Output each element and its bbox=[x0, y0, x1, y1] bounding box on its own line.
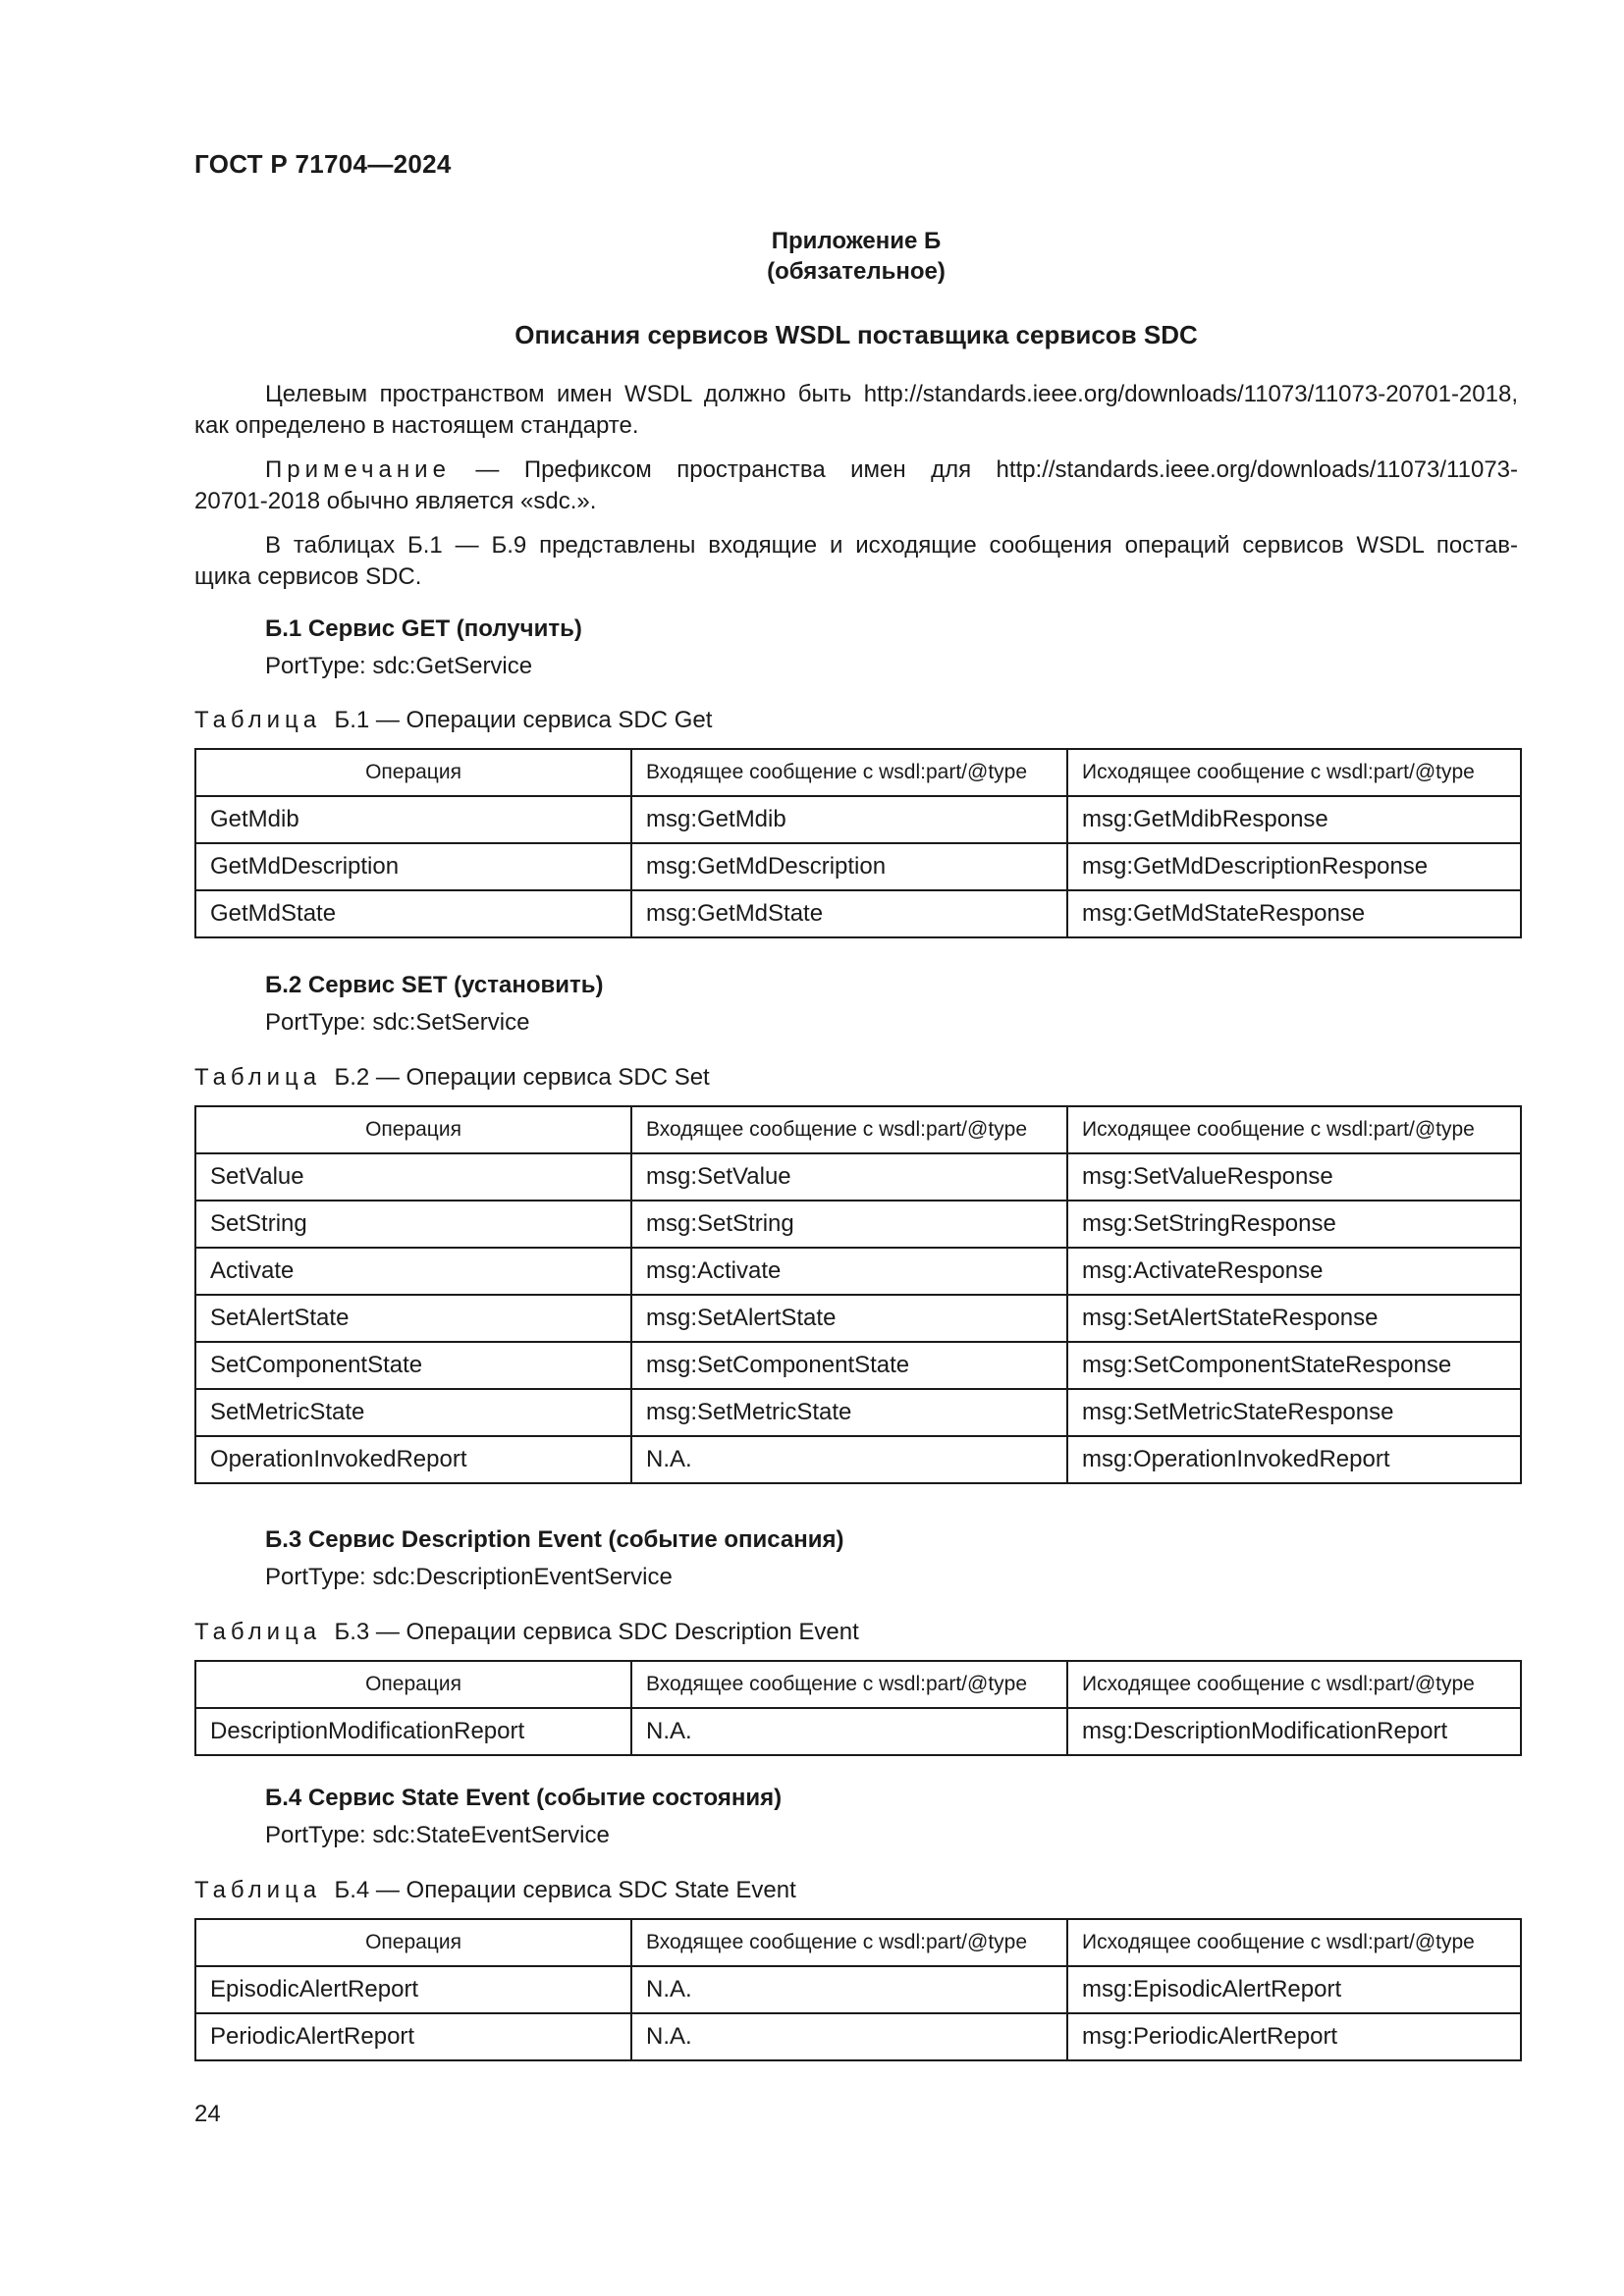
header-input: Входящее сообщение с wsdl:part/@type bbox=[631, 1661, 1067, 1708]
operation-cell: GetMdib bbox=[195, 796, 631, 843]
tables-intro-line-2: щика сервисов SDC. bbox=[194, 563, 422, 590]
input-message-cell: msg:Activate bbox=[631, 1248, 1067, 1295]
output-message-cell: msg:GetMdStateResponse bbox=[1067, 890, 1521, 937]
header-operation: Операция bbox=[195, 749, 631, 796]
table-row bbox=[195, 1966, 1521, 2013]
table-row bbox=[195, 796, 1521, 843]
note-paragraph bbox=[194, 454, 1518, 517]
output-message-cell: msg:ActivateResponse bbox=[1067, 1248, 1521, 1295]
output-message-cell: msg:GetMdibResponse bbox=[1067, 796, 1521, 843]
intro-line-1: Целевым пространством имен WSDL должно быть http://standards.ieee.org/downloads/11073/11073-20701-2018, bbox=[265, 381, 1518, 407]
porttype-line: PortType: sdc:SetService bbox=[265, 1009, 530, 1036]
section-heading: Б.3 Сервис Description Event (событие описания) bbox=[265, 1526, 844, 1553]
intro-line-2: как определено в настоящем стандарте. bbox=[194, 412, 639, 439]
table-row bbox=[195, 843, 1521, 890]
appendix-label: Приложение Б bbox=[771, 228, 942, 254]
operation-cell: GetMdDescription bbox=[195, 843, 631, 890]
header-output: Исходящее сообщение с wsdl:part/@type bbox=[1067, 1661, 1521, 1708]
intro-paragraph bbox=[194, 379, 1518, 442]
table-header-row bbox=[195, 1919, 1521, 1966]
operation-cell: EpisodicAlertReport bbox=[195, 1966, 631, 2013]
section-heading: Б.1 Сервис GET (получить) bbox=[265, 615, 582, 642]
output-message-cell: msg:SetMetricStateResponse bbox=[1067, 1389, 1521, 1436]
operation-cell: SetString bbox=[195, 1201, 631, 1248]
page-number: 24 bbox=[194, 2101, 221, 2127]
output-message-cell: msg:SetComponentStateResponse bbox=[1067, 1342, 1521, 1389]
table-caption-text: Б.4 — Операции сервиса SDC State Event bbox=[334, 1877, 796, 1903]
header-input: Входящее сообщение с wsdl:part/@type bbox=[631, 749, 1067, 796]
operation-cell: SetAlertState bbox=[195, 1295, 631, 1342]
input-message-cell: msg:SetAlertState bbox=[631, 1295, 1067, 1342]
standard-number: ГОСТ Р 71704—2024 bbox=[194, 149, 452, 179]
table-header-row bbox=[195, 1661, 1521, 1708]
table-row bbox=[195, 1201, 1521, 1248]
input-message-cell: msg:SetValue bbox=[631, 1153, 1067, 1201]
input-message-cell: msg:GetMdib bbox=[631, 796, 1067, 843]
operation-cell: PeriodicAlertReport bbox=[195, 2013, 631, 2060]
table-header-row bbox=[195, 1106, 1521, 1153]
output-message-cell: msg:EpisodicAlertReport bbox=[1067, 1966, 1521, 2013]
table-caption-text: Б.1 — Операции сервиса SDC Get bbox=[334, 707, 713, 733]
header-output: Исходящее сообщение с wsdl:part/@type bbox=[1067, 1919, 1521, 1966]
table-caption-text: Б.3 — Операции сервиса SDC Description Event bbox=[334, 1619, 859, 1645]
header-operation: Операция bbox=[195, 1661, 631, 1708]
note-line-1 bbox=[194, 454, 1518, 486]
table-caption-word: Таблица bbox=[194, 1877, 322, 1903]
operation-cell: SetComponentState bbox=[195, 1342, 631, 1389]
input-message-cell: msg:SetString bbox=[631, 1201, 1067, 1248]
input-message-cell: N.A. bbox=[631, 2013, 1067, 2060]
output-message-cell: msg:OperationInvokedReport bbox=[1067, 1436, 1521, 1483]
header-output: Исходящее сообщение с wsdl:part/@type bbox=[1067, 749, 1521, 796]
input-message-cell: msg:GetMdState bbox=[631, 890, 1067, 937]
table-row bbox=[195, 1436, 1521, 1483]
header-operation: Операция bbox=[195, 1106, 631, 1153]
table-row bbox=[195, 2013, 1521, 2060]
table-row bbox=[195, 890, 1521, 937]
output-message-cell: msg:PeriodicAlertReport bbox=[1067, 2013, 1521, 2060]
input-message-cell: msg:SetComponentState bbox=[631, 1342, 1067, 1389]
table-row bbox=[195, 1389, 1521, 1436]
porttype-line: PortType: sdc:GetService bbox=[265, 653, 533, 679]
operations-table-b3 bbox=[194, 1660, 1522, 1756]
operation-cell: SetMetricState bbox=[195, 1389, 631, 1436]
input-message-cell: N.A. bbox=[631, 1708, 1067, 1755]
header-input: Входящее сообщение с wsdl:part/@type bbox=[631, 1106, 1067, 1153]
porttype-line: PortType: sdc:StateEventService bbox=[265, 1822, 610, 1848]
output-message-cell: msg:SetStringResponse bbox=[1067, 1201, 1521, 1248]
operation-cell: Activate bbox=[195, 1248, 631, 1295]
table-caption-word: Таблица bbox=[194, 1064, 322, 1091]
header-operation: Операция bbox=[195, 1919, 631, 1966]
note-line-2: 20701-2018 обычно является «sdc.». bbox=[194, 488, 597, 514]
note-line-1-rest: — Префиксом пространства имен для http://standards.ieee.org/downloads/11073/11073- bbox=[475, 456, 1519, 483]
header-input: Входящее сообщение с wsdl:part/@type bbox=[631, 1919, 1067, 1966]
section-heading: Б.4 Сервис State Event (событие состояния) bbox=[265, 1785, 783, 1811]
table-row bbox=[195, 1708, 1521, 1755]
table-caption bbox=[194, 707, 712, 734]
operation-cell: DescriptionModificationReport bbox=[195, 1708, 631, 1755]
input-message-cell: N.A. bbox=[631, 1966, 1067, 2013]
table-header-row bbox=[195, 749, 1521, 796]
table-caption bbox=[194, 1619, 859, 1646]
table-caption bbox=[194, 1064, 710, 1092]
operations-table-b4 bbox=[194, 1918, 1522, 2061]
output-message-cell: msg:SetAlertStateResponse bbox=[1067, 1295, 1521, 1342]
input-message-cell: msg:SetMetricState bbox=[631, 1389, 1067, 1436]
header-output: Исходящее сообщение с wsdl:part/@type bbox=[1067, 1106, 1521, 1153]
note-word: Примечание bbox=[265, 456, 451, 483]
porttype-line: PortType: sdc:DescriptionEventService bbox=[265, 1564, 673, 1590]
input-message-cell: msg:GetMdDescription bbox=[631, 843, 1067, 890]
table-caption bbox=[194, 1877, 796, 1904]
operation-cell: SetValue bbox=[195, 1153, 631, 1201]
input-message-cell: N.A. bbox=[631, 1436, 1067, 1483]
tables-intro-line-1: В таблицах Б.1 — Б.9 представлены входящие и исходящие сообщения операций сервисов WSDL постав- bbox=[265, 532, 1518, 559]
output-message-cell: msg:DescriptionModificationReport bbox=[1067, 1708, 1521, 1755]
operation-cell: OperationInvokedReport bbox=[195, 1436, 631, 1483]
table-caption-text: Б.2 — Операции сервиса SDC Set bbox=[334, 1064, 710, 1091]
operations-table-b2 bbox=[194, 1105, 1522, 1484]
tables-intro-paragraph bbox=[194, 530, 1518, 593]
table-row bbox=[195, 1342, 1521, 1389]
appendix-status: (обязательное) bbox=[767, 258, 946, 285]
table-row bbox=[195, 1153, 1521, 1201]
operation-cell: GetMdState bbox=[195, 890, 631, 937]
operations-table-b1 bbox=[194, 748, 1522, 938]
output-message-cell: msg:GetMdDescriptionResponse bbox=[1067, 843, 1521, 890]
document-title: Описания сервисов WSDL поставщика сервисов SDC bbox=[514, 320, 1198, 349]
output-message-cell: msg:SetValueResponse bbox=[1067, 1153, 1521, 1201]
table-caption-word: Таблица bbox=[194, 707, 322, 733]
section-heading: Б.2 Сервис SET (установить) bbox=[265, 972, 604, 998]
table-row bbox=[195, 1295, 1521, 1342]
table-caption-word: Таблица bbox=[194, 1619, 322, 1645]
table-row bbox=[195, 1248, 1521, 1295]
